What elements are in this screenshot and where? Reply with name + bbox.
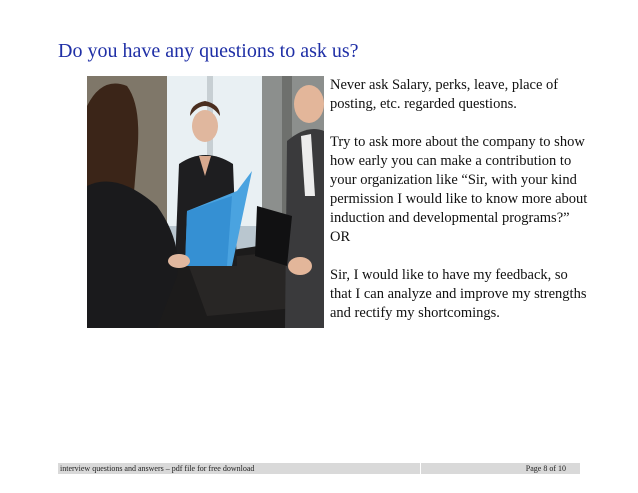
footer-left-text: interview questions and answers – pdf file for free download xyxy=(60,464,255,473)
footer-divider xyxy=(420,463,421,474)
footer-bar xyxy=(58,463,580,474)
content-text xyxy=(330,76,590,323)
advice-paragraph-3: Sir, I would like to have my feedback, so that I can analyze and improve my strengths and rectify my shortcomings. xyxy=(330,267,587,321)
advice-paragraph-1: Never ask Salary, perks, leave, place of posting, etc. regarded questions. xyxy=(330,77,559,112)
or-label: OR xyxy=(330,229,351,245)
interview-illustration xyxy=(87,76,324,328)
slide-title: Do you have any questions to ask us? xyxy=(58,40,359,62)
page-number: Page 8 of 10 xyxy=(525,464,566,473)
interview-photo xyxy=(87,76,324,328)
advice-paragraph-2: Try to ask more about the company to show how early you can make a contribution to your organization like “Sir, with your kind permission I would like to know more about induction and developmental programs?” xyxy=(330,134,588,226)
